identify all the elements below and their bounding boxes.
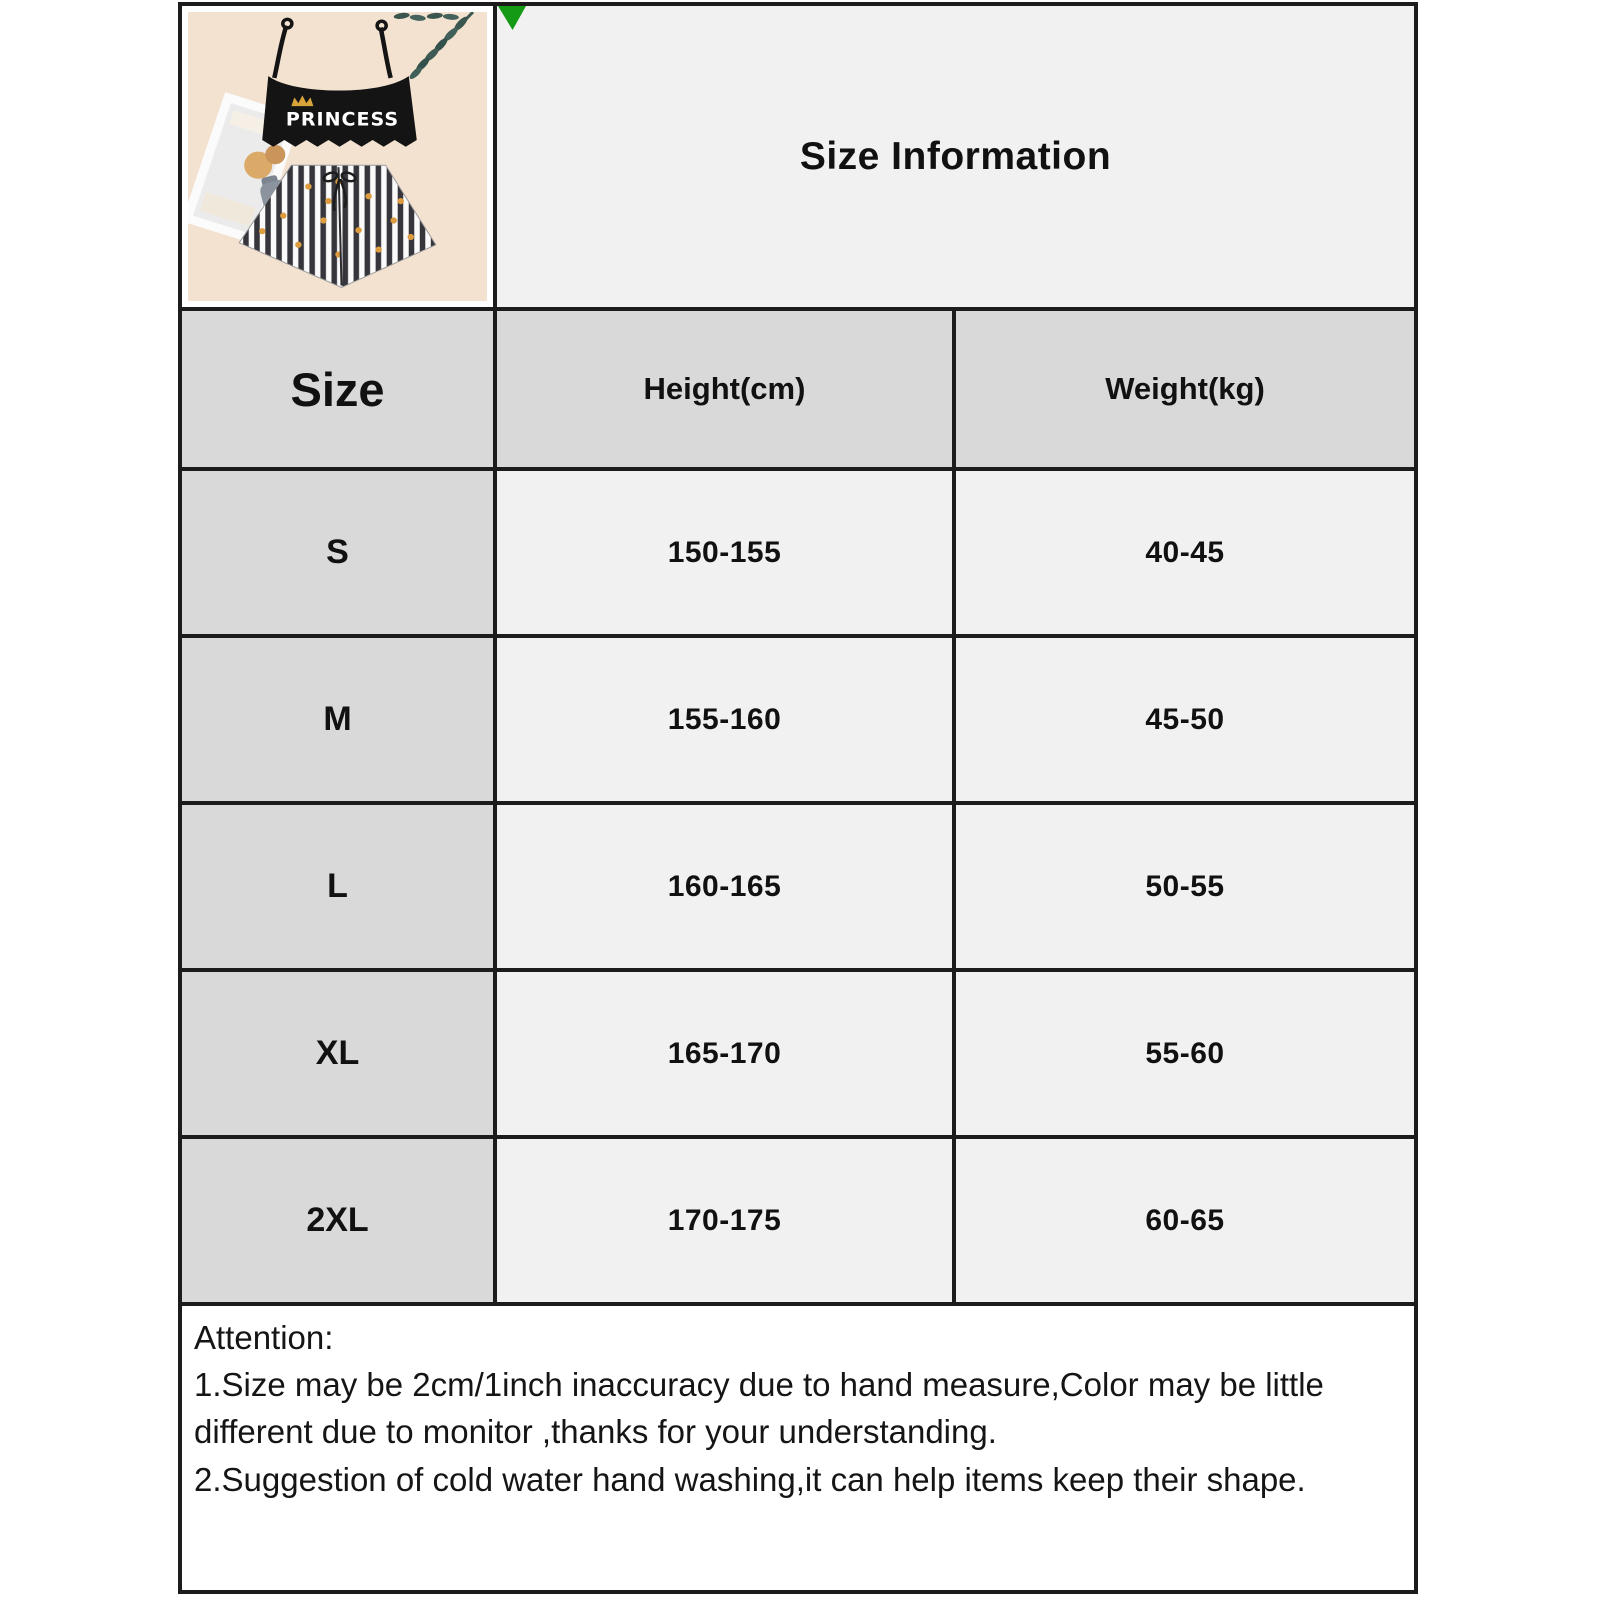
- height-value-xl: 165-170: [497, 972, 956, 1139]
- weight-value-2xl: 60-65: [956, 1139, 1414, 1306]
- height-value-2xl: 170-175: [497, 1139, 956, 1306]
- weight-value-l: 50-55: [956, 805, 1414, 972]
- column-header-weight: Weight(kg): [956, 311, 1414, 471]
- corner-flag-icon: [498, 6, 526, 30]
- column-header-height: Height(cm): [497, 311, 956, 471]
- column-header-size: Size: [182, 311, 497, 471]
- height-value-s: 150-155: [497, 471, 956, 638]
- attention-section: [182, 1306, 1414, 1590]
- weight-value-s: 40-45: [956, 471, 1414, 638]
- product-photo-cell: [182, 6, 497, 311]
- height-value-l: 160-165: [497, 805, 956, 972]
- size-information-header-cell: [497, 6, 1414, 311]
- height-value-m: 155-160: [497, 638, 956, 805]
- size-label-s: S: [182, 471, 497, 638]
- size-label-xl: XL: [182, 972, 497, 1139]
- weight-value-xl: 55-60: [956, 972, 1414, 1139]
- size-label-m: M: [182, 638, 497, 805]
- page-title: Size Information: [799, 134, 1112, 178]
- attention-note-1: 1.Size may be 2cm/1inch inaccuracy due to hand measure,Color may be little different due to monitor ,thanks for your understanding.: [194, 1366, 1324, 1451]
- size-label-l: L: [182, 805, 497, 972]
- pajama-set-photo: [188, 12, 487, 301]
- size-chart-table: [178, 2, 1418, 1594]
- weight-value-m: 45-50: [956, 638, 1414, 805]
- shirt-text: PRINCESS: [285, 109, 400, 131]
- attention-heading: Attention:: [194, 1319, 334, 1356]
- size-label-2xl: 2XL: [182, 1139, 497, 1306]
- attention-note-2: 2.Suggestion of cold water hand washing,it can help items keep their shape.: [194, 1460, 1306, 1498]
